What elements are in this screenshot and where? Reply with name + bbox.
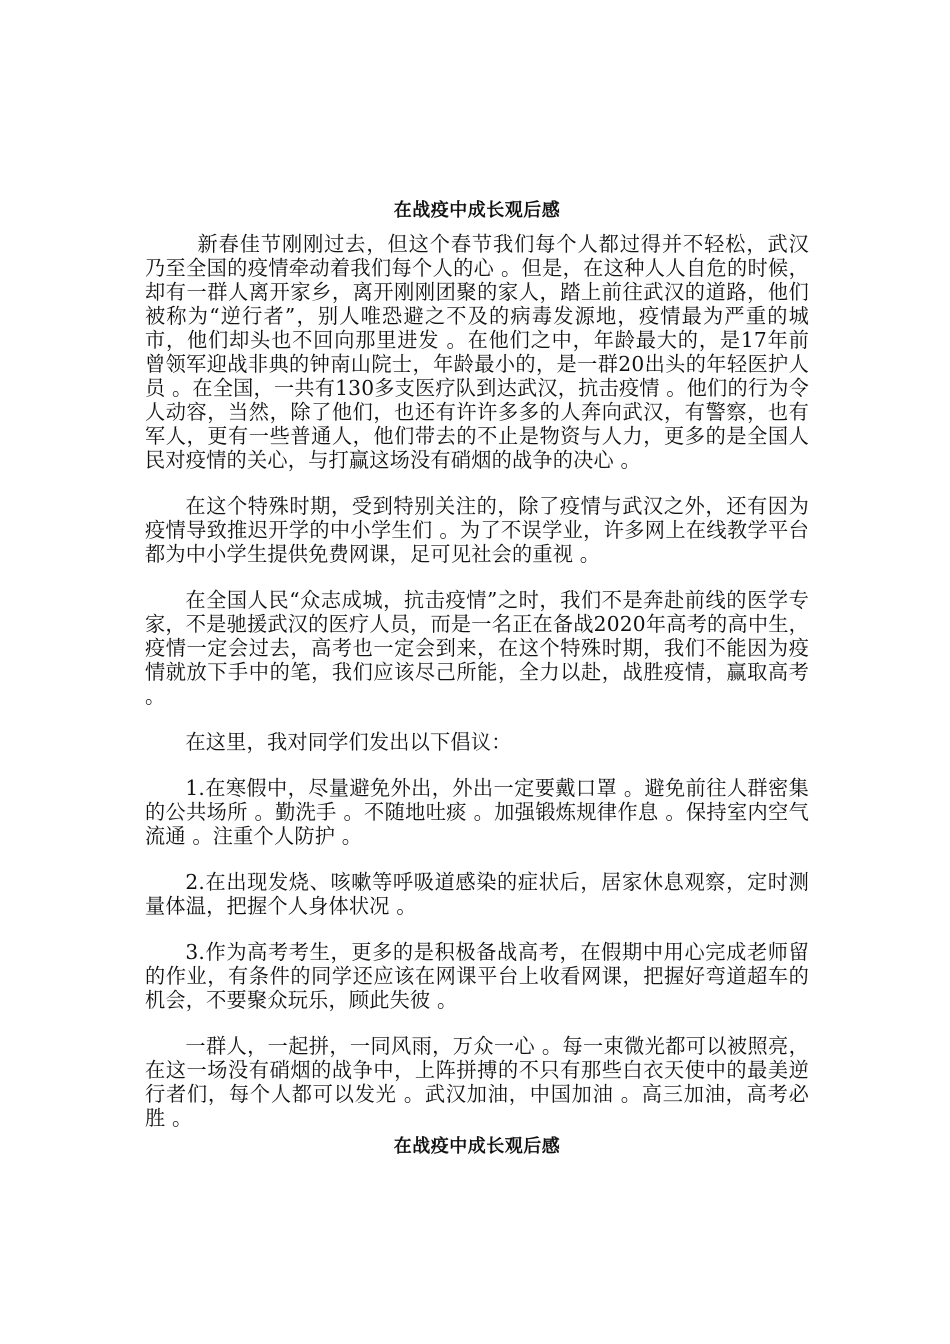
paragraph-5: 1.在寒假中，尽量避免外出，外出一定要戴口罩 。避免前往人群密集的公共场所 。勤洗手 。不随地吐痰 。加强锻炼规律作息 。保持室内空气流通 。注重个人防护 。 — [145, 776, 809, 848]
paragraph-8: 一群人，一起拼，一同风雨，万众一心 。每一束微光都可以被照亮，在这一场没有硝烟的战争中，上阵拼搏的不只有那些白衣天使中的最美逆行者们，每个人都可以发光 。武汉加油，中国加油 。高三加油，高考必胜 。 — [145, 1034, 809, 1130]
paragraph-6: 2.在出现发烧、咳嗽等呼吸道感染的症状后，居家休息观察，定时测量体温，把握个人身体状况 。 — [145, 870, 809, 918]
paragraph-7: 3.作为高考考生，更多的是积极备战高考，在假期中用心完成老师留的作业，有条件的同学还应该在网课平台上收看网课，把握好弯道超车的机会，不要聚众玩乐，顾此失彼 。 — [145, 940, 809, 1012]
paragraph-4: 在这里，我对同学们发出以下倡议： — [185, 730, 512, 754]
footer-title: 在战疫中成长观后感 — [393, 1136, 561, 1157]
paragraph-3: 在全国人民“众志成城，抗击疫情”之时，我们不是奔赴前线的医学专家，不是驰援武汉的医疗人员，而是一名正在备战2020年高考的高中生，疫情一定会过去，高考也一定会到来，在这个特殊时期，我们不能因为疫情就放下手中的笔，我们应该尽己所能，全力以赴，战胜疫情，赢取高考 。 — [145, 588, 809, 708]
paragraph-2: 在这个特殊时期，受到特别关注的，除了疫情与武汉之外，还有因为疫情导致推迟开学的中小学生们 。为了不误学业，许多网上在线教学平台都为中小学生提供免费网课，足可见社会的重视 。 — [145, 494, 809, 566]
document-page — [145, 198, 809, 1168]
document-title: 在战疫中成长观后感 — [393, 200, 561, 221]
paragraph-1: 新春佳节刚刚过去，但这个春节我们每个人都过得并不轻松，武汉乃至全国的疫情牵动着我们每个人的心 。但是，在这种人人自危的时候，却有一群人离开家乡，离开刚刚团聚的家人，踏上前往武汉的道路，他们被称为“逆行者”，别人唯恐避之不及的病毒发源地，疫情最为严重的城市，他们却头也不回向那里进发 。在他们之中，年龄最大的，是17年前曾领军迎战非典的钟南山院士，年龄最小的，是一群20出头的年轻医护人员 。在全国，一共有130多支医疗队到达武汉，抗击疫情 。他们的行为令人动容，当然，除了他们，也还有许许多多的人奔向武汉，有警察，也有军人，更有一些普通人，他们带去的不止是物资与人力，更多的是全国人民对疫情的关心，与打赢这场没有硝烟的战争的决心 。 — [145, 232, 809, 472]
